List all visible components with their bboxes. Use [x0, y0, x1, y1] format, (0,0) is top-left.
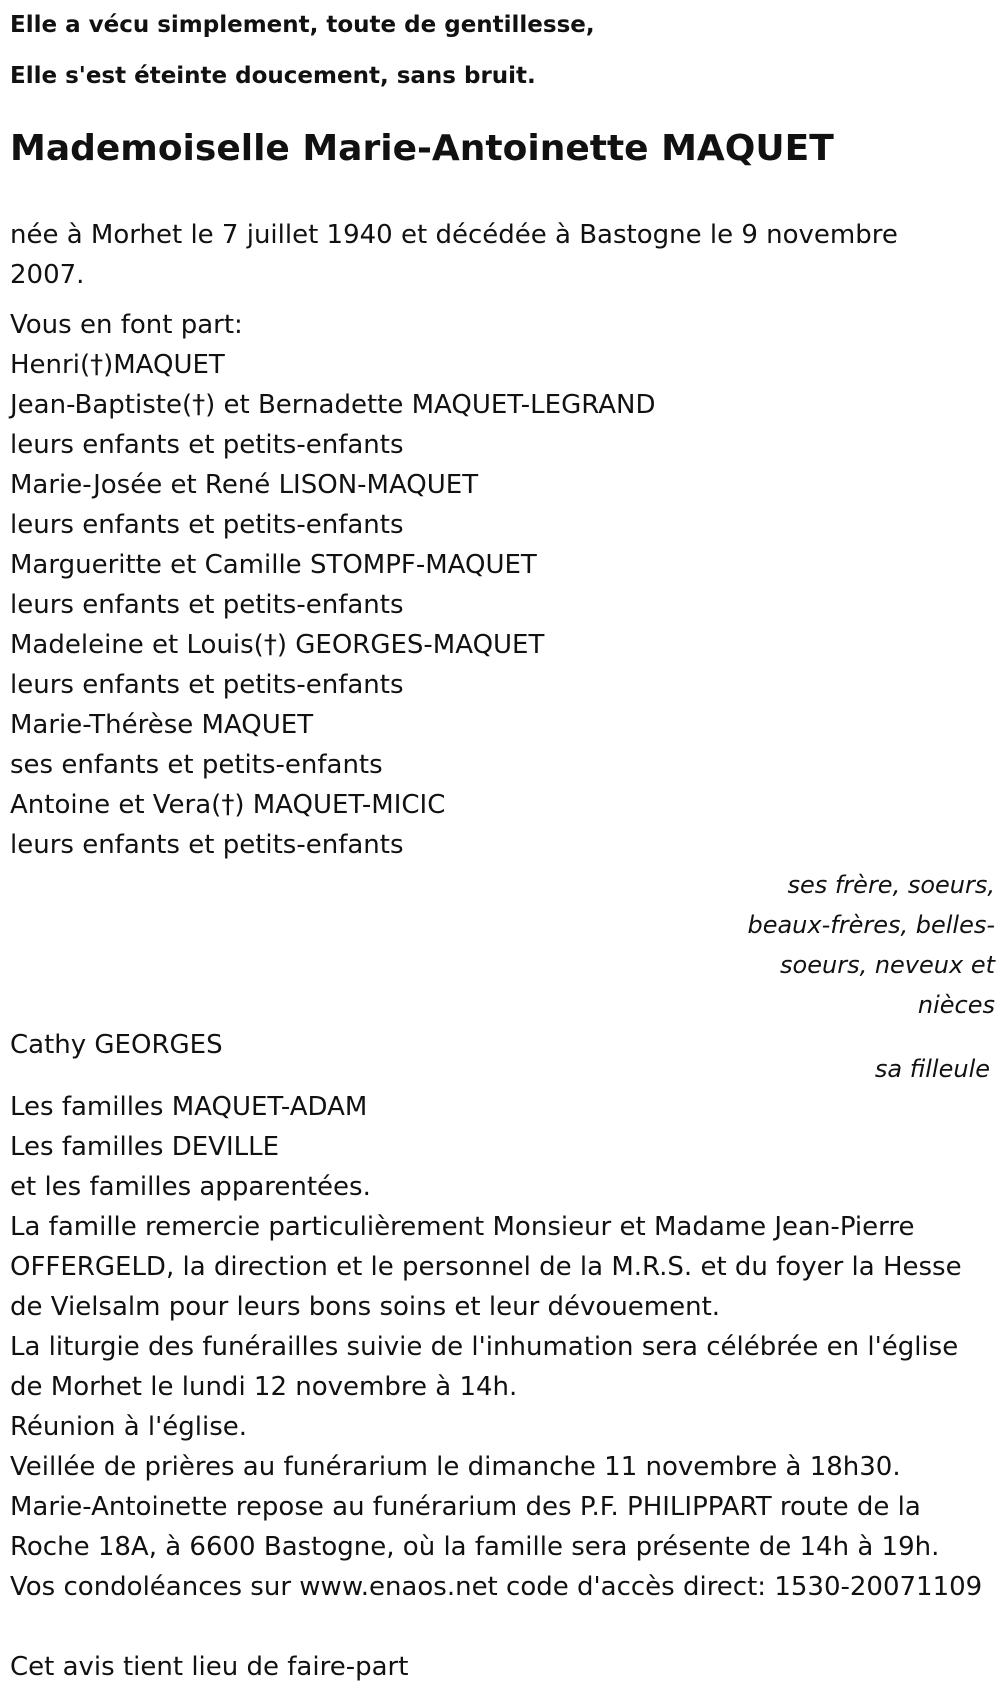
- family-line: leurs enfants et petits-enfants: [10, 510, 404, 540]
- closing-line: Roche 18A, à 6600 Bastogne, où la famille sera présente de 14h à 19h.: [10, 1532, 940, 1562]
- role-line: beaux-frères, belles-: [747, 911, 995, 939]
- family-line: leurs enfants et petits-enfants: [10, 670, 404, 700]
- closing-line: OFFERGELD, la direction et le personnel de la M.R.S. et du foyer la Hesse: [10, 1252, 962, 1282]
- closing-line: et les familles apparentées.: [10, 1172, 371, 1202]
- poem-line-1: Elle a vécu simplement, toute de gentillesse,: [10, 12, 595, 38]
- family-line: Marie-Josée et René LISON-MAQUET: [10, 470, 479, 500]
- family-intro: Vous en font part:: [10, 310, 243, 340]
- role-line: ses frère, soeurs,: [787, 871, 995, 899]
- family-line: Antoine et Vera(†) MAQUET-MICIC: [10, 790, 446, 820]
- closing-line: Vos condoléances sur www.enaos.net code d'accès direct: 1530-20071109: [10, 1572, 983, 1602]
- closing-line: Réunion à l'église.: [10, 1412, 248, 1442]
- family-list: [10, 305, 990, 865]
- role-line: nièces: [917, 991, 995, 1019]
- family-line: Henri(†)MAQUET: [10, 350, 225, 380]
- spacer: [10, 1607, 1000, 1647]
- footer-note: Cet avis tient lieu de faire-part: [10, 1652, 409, 1682]
- role-line: soeurs, neveux et: [780, 951, 995, 979]
- deceased-name: Mademoiselle Marie-Antoinette MAQUET: [10, 128, 834, 169]
- closing-line: de Vielsalm pour leurs bons soins et leur dévouement.: [10, 1292, 721, 1322]
- closing-line: Les familles MAQUET-ADAM: [10, 1092, 368, 1122]
- closing-line: Marie-Antoinette repose au funérarium des P.F. PHILIPPART route de la: [10, 1492, 921, 1522]
- godchild-row: [10, 1025, 990, 1087]
- family-line: leurs enfants et petits-enfants: [10, 590, 404, 620]
- closing-line: de Morhet le lundi 12 novembre à 14h.: [10, 1372, 518, 1402]
- family-line: leurs enfants et petits-enfants: [10, 830, 404, 860]
- family-line: leurs enfants et petits-enfants: [10, 430, 404, 460]
- closing-line: Les familles DEVILLE: [10, 1132, 280, 1162]
- family-line: Marie-Thérèse MAQUET: [10, 710, 314, 740]
- birth-death-text: née à Morhet le 7 juillet 1940 et décédée à Bastogne le 9 novembre 2007.: [10, 220, 898, 290]
- godchild-role: sa filleule: [874, 1055, 990, 1083]
- siblings-role: [10, 865, 995, 1025]
- poem-line-2: Elle s'est éteinte doucement, sans bruit.: [10, 63, 536, 89]
- poem: [10, 0, 990, 102]
- closing-text: [10, 1087, 1000, 1687]
- godchild-name: Cathy GEORGES: [10, 1030, 223, 1060]
- family-line: Margueritte et Camille STOMPF-MAQUET: [10, 550, 537, 580]
- closing-line: Veillée de prières au funérarium le dimanche 11 novembre à 18h30.: [10, 1452, 901, 1482]
- family-line: ses enfants et petits-enfants: [10, 750, 383, 780]
- family-line: Jean-Baptiste(†) et Bernadette MAQUET-LEGRAND: [10, 390, 656, 420]
- closing-line: La liturgie des funérailles suivie de l'inhumation sera célébrée en l'église: [10, 1332, 959, 1362]
- family-line: Madeleine et Louis(†) GEORGES-MAQUET: [10, 630, 545, 660]
- closing-line: La famille remercie particulièrement Monsieur et Madame Jean-Pierre: [10, 1212, 915, 1242]
